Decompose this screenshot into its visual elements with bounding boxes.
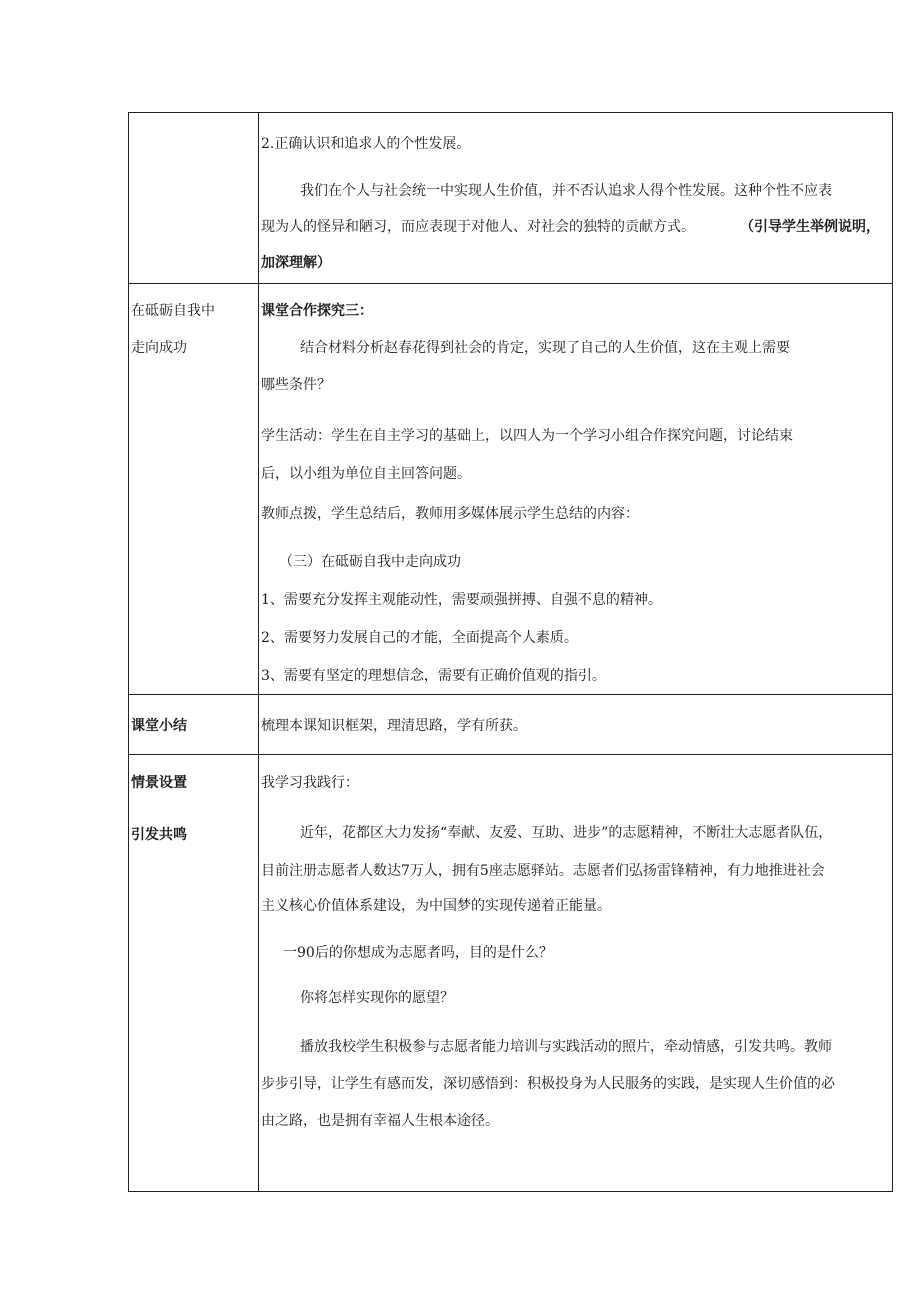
content-cell xyxy=(259,755,893,1192)
content-line: 2、需要努力发展自己的才能，全面提高个人素质。 xyxy=(261,630,578,646)
content-line: 结合材料分析赵春花得到社会的肯定，实现了自己的人生价值，这在主观上需要 xyxy=(300,340,790,356)
content-line: 学生活动：学生在自主学习的基础上，以四人为一个学习小组合作探究问题，讨论结束 xyxy=(261,428,793,444)
table-row xyxy=(129,755,893,1192)
stage-label: 引发共鸣 xyxy=(131,827,187,843)
stage-label: 走向成功 xyxy=(131,340,187,356)
content-line: 2.正确认识和追求人的个性发展。 xyxy=(261,136,471,152)
content-cell xyxy=(259,284,893,695)
content-line: 我们在个人与社会统一中实现人生价值，并不否认追求人得个性发展。这种个性不应表 xyxy=(300,183,832,199)
stage-cell xyxy=(129,113,259,284)
content-line: 主义核心价值体系建设，为中国梦的实现传递着正能量。 xyxy=(261,898,611,914)
content-line: 步步引导，让学生有感而发，深切感悟到：积极投身为人民服务的实践，是实现人生价值的必 xyxy=(261,1076,835,1092)
content-line: 你将怎样实现你的愿望？ xyxy=(300,990,454,1006)
table-row xyxy=(129,113,893,284)
content-line: 近年，花都区大力发扬“奉献、友爱、互助、进步”的志愿精神，不断壮大志愿者队伍， xyxy=(300,825,833,841)
content-line: 后，以小组为单位自主回答问题。 xyxy=(261,466,471,482)
stage-cell xyxy=(129,755,259,1192)
stage-cell xyxy=(129,284,259,695)
table-row xyxy=(129,695,893,755)
content-line: 一90后的你想成为志愿者吗，目的是什么？ xyxy=(283,945,553,961)
content-line: 目前注册志愿者人数达7万人，拥有5座志愿驿站。志愿者们弘扬雷锋精神，有力地推进社会 xyxy=(261,863,825,879)
content-line: 我学习我践行： xyxy=(261,775,359,791)
content-line: 现为人的怪异和陋习，而应表现于对他人、对社会的独特的贡献方式。 xyxy=(261,219,695,235)
lesson-plan-table xyxy=(128,112,893,1192)
content-line: 教师点拨，学生总结后，教师用多媒体展示学生总结的内容： xyxy=(261,506,639,522)
stage-label: 课堂小结 xyxy=(131,718,187,734)
content-line: 哪些条件？ xyxy=(261,377,331,393)
content-cell xyxy=(259,113,893,284)
content-line: 播放我校学生积极参与志愿者能力培训与实践活动的照片，牵动情感，引发共鸣。教师 xyxy=(300,1039,832,1055)
stage-label: 情景设置 xyxy=(131,775,187,791)
content-line-bold: （引导学生举例说明， xyxy=(740,219,880,235)
content-line: 1、需要充分发挥主观能动性，需要顽强拼搏、自强不息的精神。 xyxy=(261,592,662,608)
content-line-bold: 加深理解） xyxy=(261,255,331,271)
table-row xyxy=(129,284,893,695)
section-heading: 课堂合作探究三： xyxy=(261,303,373,319)
content-line: （三）在砥砺自我中走向成功 xyxy=(279,554,461,570)
stage-cell xyxy=(129,695,259,755)
content-line: 3、需要有坚定的理想信念，需要有正确价值观的指引。 xyxy=(261,668,606,684)
content-line: 梳理本课知识框架，理清思路，学有所获。 xyxy=(261,718,527,734)
content-cell xyxy=(259,695,893,755)
content-line: 由之路，也是拥有幸福人生根本途径。 xyxy=(261,1113,499,1129)
stage-label: 在砥砺自我中 xyxy=(131,303,215,319)
